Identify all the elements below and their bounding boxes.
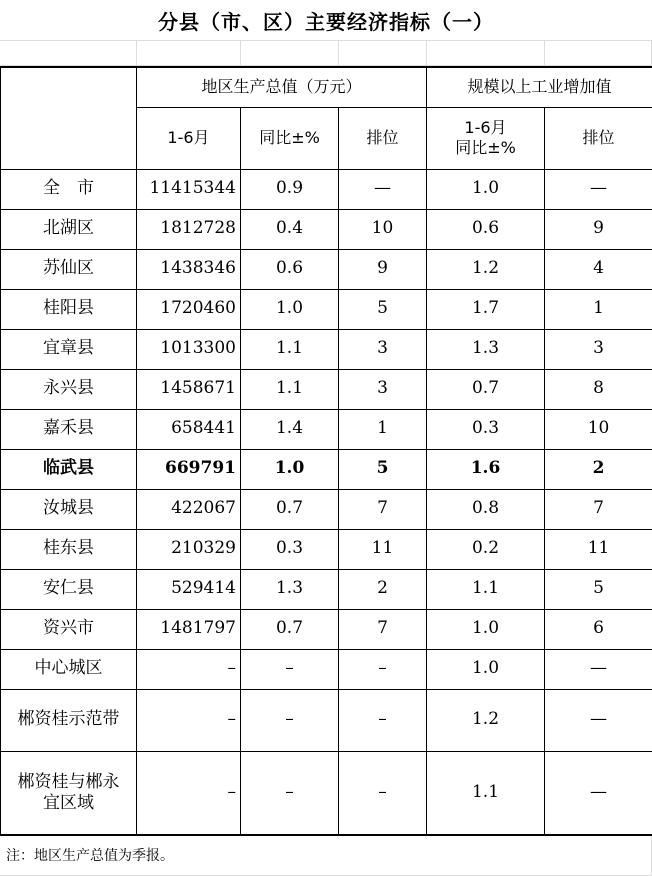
gdp-value-cell: – xyxy=(137,751,241,835)
gdp-value-cell: 210329 xyxy=(137,529,241,569)
industry-rank-cell: — xyxy=(545,689,652,751)
industry-rank-cell: 10 xyxy=(545,409,652,449)
industry-rank-cell: 3 xyxy=(545,329,652,369)
gdp-value-cell: 669791 xyxy=(137,449,241,489)
region-cell: 临武县 xyxy=(1,449,137,489)
gdp-rank-cell: 2 xyxy=(339,569,427,609)
gdp-yoy-cell: 0.4 xyxy=(241,209,339,249)
table-row xyxy=(1,209,652,249)
region-cell: 郴资桂示范带 xyxy=(1,689,137,751)
industry-yoy-cell: 0.6 xyxy=(427,209,545,249)
region-header-cell xyxy=(1,67,137,169)
gdp-value-cell: 1013300 xyxy=(137,329,241,369)
gdp-yoy-header: 同比±% xyxy=(241,107,339,169)
table-row xyxy=(1,751,652,835)
industry-rank-cell: 2 xyxy=(545,449,652,489)
gdp-yoy-cell: 0.3 xyxy=(241,529,339,569)
region-cell: 桂东县 xyxy=(1,529,137,569)
table-row xyxy=(1,569,652,609)
industry-yoy-cell: 0.8 xyxy=(427,489,545,529)
region-cell: 桂阳县 xyxy=(1,289,137,329)
industry-yoy-cell: 1.1 xyxy=(427,569,545,609)
industry-rank-cell: 6 xyxy=(545,609,652,649)
gdp-rank-cell: 11 xyxy=(339,529,427,569)
gdp-rank-cell: — xyxy=(339,169,427,209)
gdp-rank-cell: 9 xyxy=(339,249,427,289)
table-row xyxy=(1,249,652,289)
industry-yoy-cell: 1.1 xyxy=(427,751,545,835)
table-row xyxy=(1,409,652,449)
industry-yoy-cell: 1.0 xyxy=(427,169,545,209)
gdp-value-cell: 529414 xyxy=(137,569,241,609)
industry-yoy-cell: 1.2 xyxy=(427,689,545,751)
table-row xyxy=(1,609,652,649)
gdp-value-cell: 422067 xyxy=(137,489,241,529)
industry-yoy-cell: 1.6 xyxy=(427,449,545,489)
gdp-value-cell: – xyxy=(137,649,241,689)
gdp-rank-cell: 3 xyxy=(339,369,427,409)
industry-yoy-cell: 0.2 xyxy=(427,529,545,569)
gdp-yoy-cell: 1.4 xyxy=(241,409,339,449)
industry-yoy-cell: 1.2 xyxy=(427,249,545,289)
gdp-value-cell: 1481797 xyxy=(137,609,241,649)
industry-rank-cell: 5 xyxy=(545,569,652,609)
footnote: 注：地区生产总值为季报。 xyxy=(6,848,174,864)
gdp-yoy-cell: – xyxy=(241,751,339,835)
industry-rank-cell: — xyxy=(545,169,652,209)
table-row xyxy=(1,289,652,329)
gdp-yoy-cell: 1.1 xyxy=(241,329,339,369)
region-cell: 北湖区 xyxy=(1,209,137,249)
table-row xyxy=(1,689,652,751)
gdp-value-cell: – xyxy=(137,689,241,751)
economic-indicators-table xyxy=(0,66,652,836)
gdp-rank-cell: – xyxy=(339,649,427,689)
region-cell: 永兴县 xyxy=(1,369,137,409)
gdp-rank-cell: – xyxy=(339,751,427,835)
gdp-rank-cell: 10 xyxy=(339,209,427,249)
gdp-value-cell: 1812728 xyxy=(137,209,241,249)
region-cell: 苏仙区 xyxy=(1,249,137,289)
gdp-rank-cell: 3 xyxy=(339,329,427,369)
region-cell: 安仁县 xyxy=(1,569,137,609)
gdp-rank-cell: 1 xyxy=(339,409,427,449)
table-row xyxy=(1,529,652,569)
industry-yoy-cell: 1.3 xyxy=(427,329,545,369)
gdp-yoy-cell: 0.6 xyxy=(241,249,339,289)
table-row xyxy=(1,489,652,529)
region-cell: 全 市 xyxy=(1,169,137,209)
region-cell: 郴资桂与郴永 宜区域 xyxy=(1,751,137,835)
gdp-rank-cell: – xyxy=(339,689,427,751)
table-title: 分县（市、区）主要经济指标（一） xyxy=(158,9,494,34)
industry-rank-cell: — xyxy=(545,649,652,689)
region-cell: 宜章县 xyxy=(1,329,137,369)
industry-yoy-cell: 0.7 xyxy=(427,369,545,409)
table-row xyxy=(1,649,652,689)
gdp-yoy-cell: 1.0 xyxy=(241,289,339,329)
gdp-rank-header: 排位 xyxy=(339,107,427,169)
industry-yoy-cell: 1.0 xyxy=(427,609,545,649)
industry-rank-cell: 9 xyxy=(545,209,652,249)
gdp-group-header: 地区生产总值（万元） xyxy=(137,67,427,107)
gdp-value-cell: 658441 xyxy=(137,409,241,449)
gdp-yoy-cell: 1.0 xyxy=(241,449,339,489)
blank-grid-row xyxy=(0,40,652,66)
industry-yoy-cell: 1.7 xyxy=(427,289,545,329)
industry-rank-cell: 1 xyxy=(545,289,652,329)
gdp-rank-cell: 5 xyxy=(339,289,427,329)
industry-rank-cell: 7 xyxy=(545,489,652,529)
table-row xyxy=(1,329,652,369)
industry-yoy-cell: 1.0 xyxy=(427,649,545,689)
gdp-yoy-cell: 0.9 xyxy=(241,169,339,209)
gdp-value-cell: 11415344 xyxy=(137,169,241,209)
industry-rank-cell: — xyxy=(545,751,652,835)
industry-rank-cell: 4 xyxy=(545,249,652,289)
gdp-value-cell: 1438346 xyxy=(137,249,241,289)
region-cell: 嘉禾县 xyxy=(1,409,137,449)
industry-period-yoy-header: 1-6月 同比±% xyxy=(427,107,545,169)
gdp-rank-cell: 5 xyxy=(339,449,427,489)
table-row xyxy=(1,169,652,209)
gdp-yoy-cell: 0.7 xyxy=(241,489,339,529)
region-cell: 资兴市 xyxy=(1,609,137,649)
industry-yoy-cell: 0.3 xyxy=(427,409,545,449)
industry-rank-header: 排位 xyxy=(545,107,652,169)
industry-group-header: 规模以上工业增加值 xyxy=(427,67,652,107)
gdp-period-header: 1-6月 xyxy=(137,107,241,169)
industry-rank-cell: 11 xyxy=(545,529,652,569)
gdp-value-cell: 1720460 xyxy=(137,289,241,329)
region-cell: 中心城区 xyxy=(1,649,137,689)
table-row xyxy=(1,369,652,409)
gdp-yoy-cell: – xyxy=(241,649,339,689)
gdp-yoy-cell: 1.3 xyxy=(241,569,339,609)
gdp-yoy-cell: 1.1 xyxy=(241,369,339,409)
gdp-value-cell: 1458671 xyxy=(137,369,241,409)
gdp-rank-cell: 7 xyxy=(339,489,427,529)
gdp-yoy-cell: – xyxy=(241,689,339,751)
region-cell: 汝城县 xyxy=(1,489,137,529)
table-row xyxy=(1,449,652,489)
industry-rank-cell: 8 xyxy=(545,369,652,409)
gdp-rank-cell: 7 xyxy=(339,609,427,649)
gdp-yoy-cell: 0.7 xyxy=(241,609,339,649)
